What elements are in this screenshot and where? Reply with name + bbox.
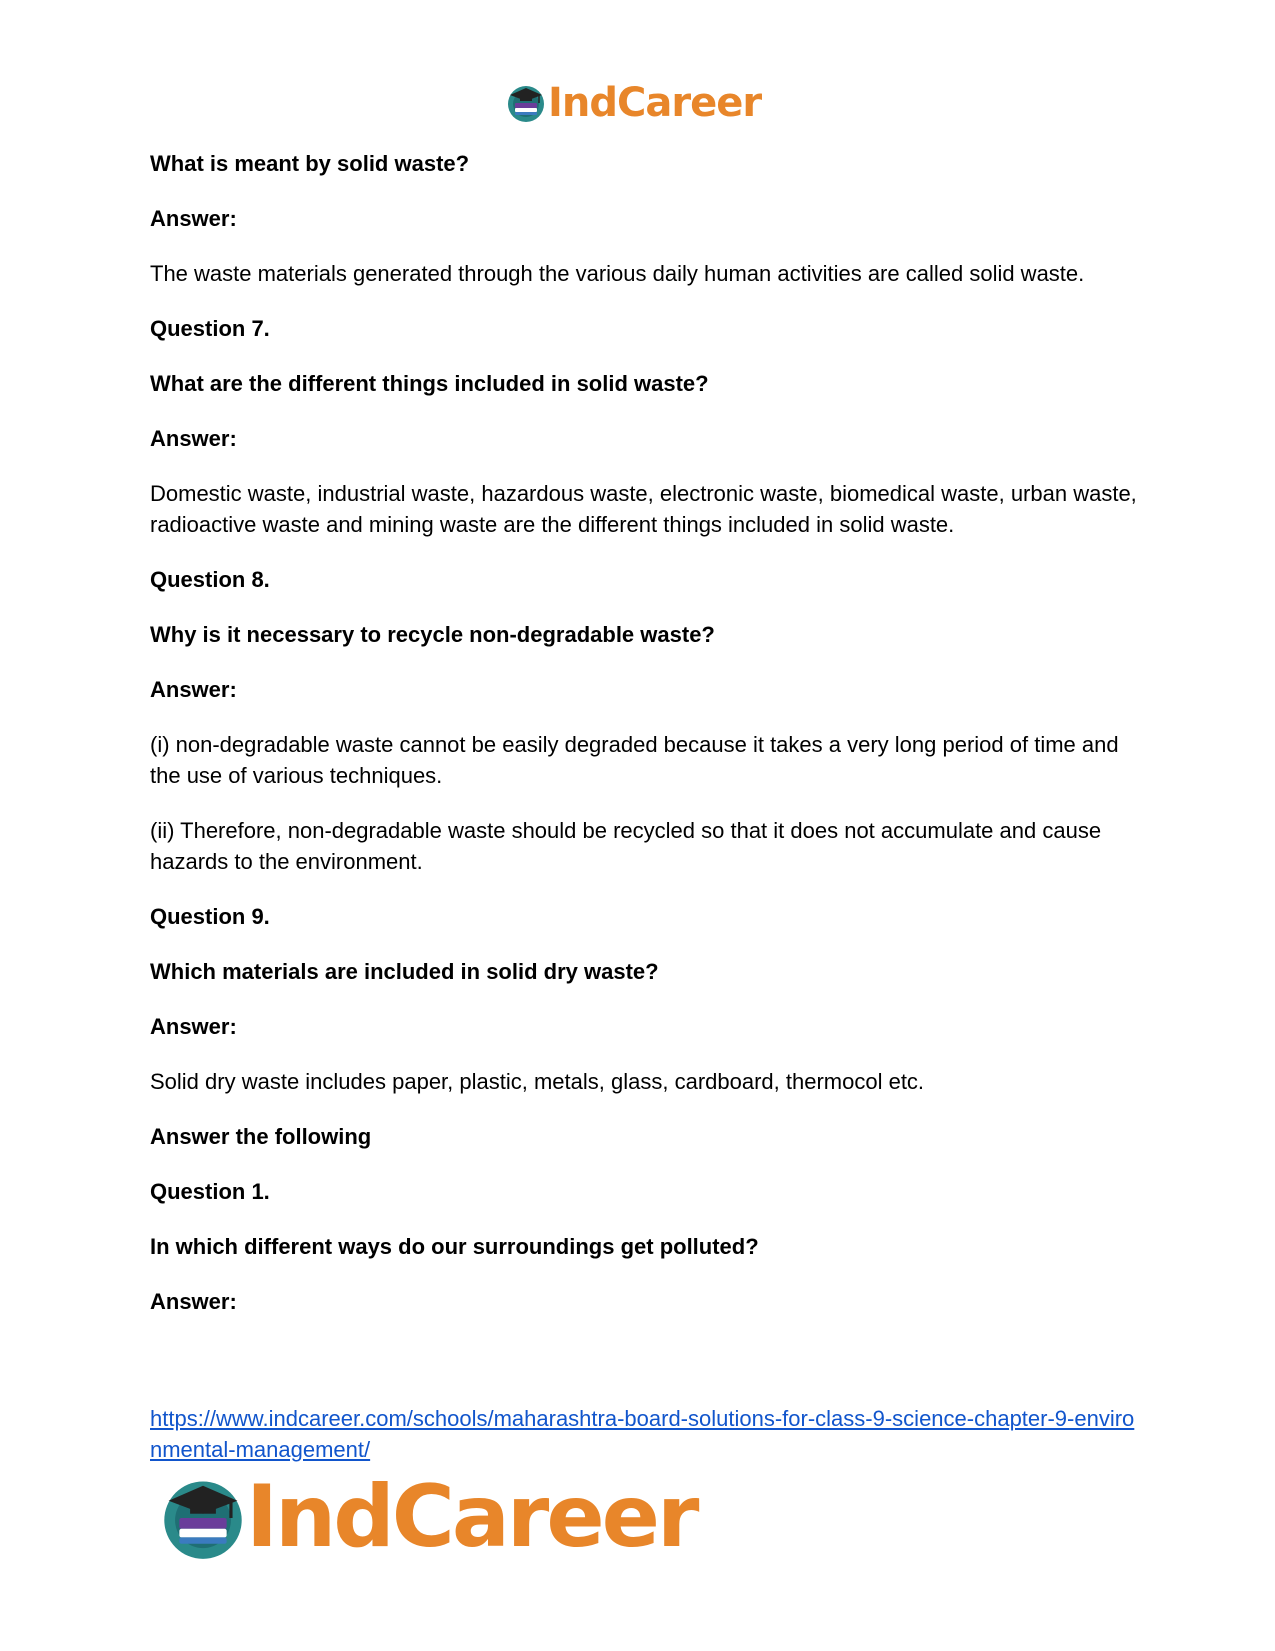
answer-text: The waste materials generated through the various daily human activities are called solid waste. [150,261,1085,286]
answer-label: Answer: [150,1014,237,1039]
header-logo [506,80,761,126]
footer-logo [160,1467,697,1567]
question-text: What are the different things included in solid waste? [150,371,709,396]
graduation-cap-book-icon [506,83,546,123]
question-text: What is meant by solid waste? [150,151,470,176]
answer-text: Domestic waste, industrial waste, hazardous waste, electronic waste, biomedical waste, urban waste, radioactive waste and mining waste are the different things included in solid waste. [150,481,1137,537]
question-text: Why is it necessary to recycle non-degradable waste? [150,622,715,647]
question-text: Which materials are included in solid dry waste? [150,959,659,984]
answer-label: Answer: [150,677,237,702]
answer-text: Solid dry waste includes paper, plastic, metals, glass, cardboard, thermocol etc. [150,1069,925,1094]
logo-text: IndCareer [246,1467,697,1567]
question-number: Question 1. [150,1179,270,1204]
graduation-cap-book-icon [160,1475,246,1561]
answer-label: Answer: [150,1289,237,1314]
answer-text: (ii) Therefore, non-degradable waste should be recycled so that it does not accumulate and cause hazards to the environment. [150,818,1102,874]
question-number: Question 7. [150,316,270,341]
answer-label: Answer: [150,426,237,451]
logo-text: IndCareer [548,80,762,126]
source-link[interactable]: https://www.indcareer.com/schools/maharashtra-board-solutions-for-class-9-science-chapter-9-environmental-management/ [150,1406,1135,1462]
question-number: Question 8. [150,567,270,592]
question-number: Question 9. [150,904,270,929]
question-text: In which different ways do our surroundings get polluted? [150,1234,759,1259]
section-heading: Answer the following [150,1124,372,1149]
answer-label: Answer: [150,206,237,231]
answer-text: (i) non-degradable waste cannot be easily degraded because it takes a very long period of time and the use of various techniques. [150,732,1119,788]
document-body [150,148,1140,1341]
